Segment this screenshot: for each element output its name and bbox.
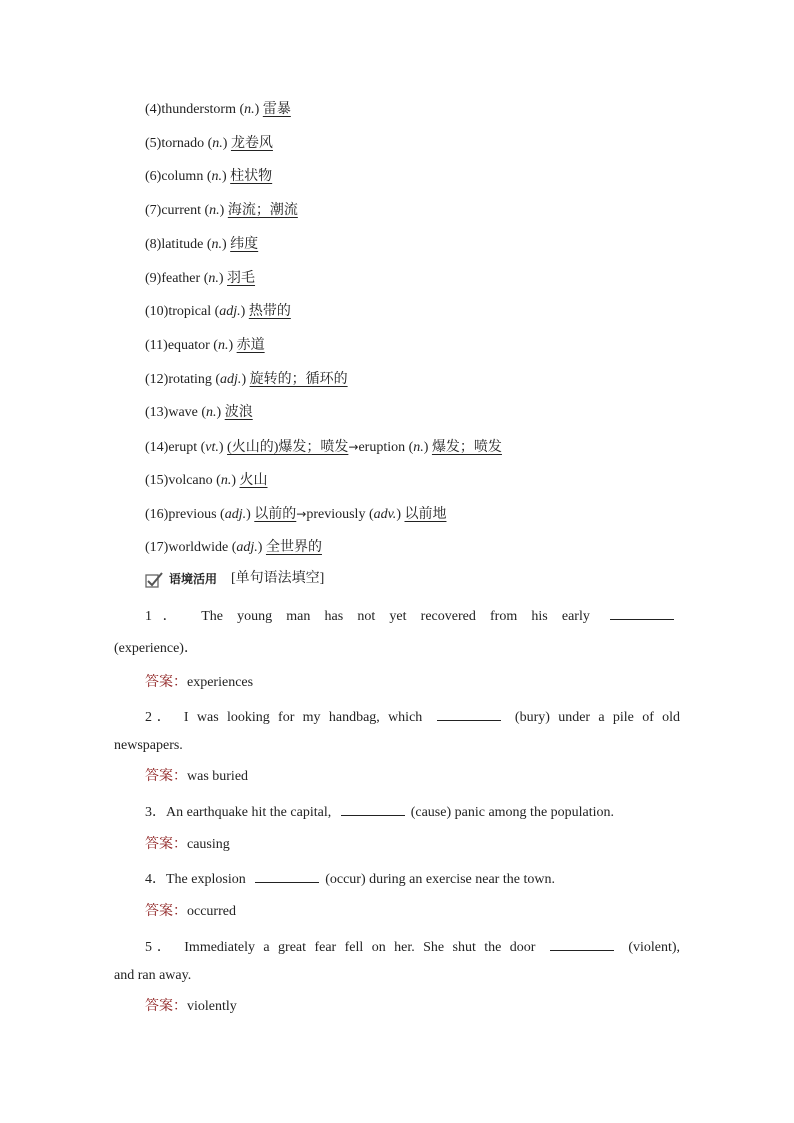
- vocab-word: feather: [161, 271, 201, 286]
- vocab-item: (17)worldwide (adj.) 全世界的: [145, 540, 322, 555]
- vocab-item: (5)tornado (n.) 龙卷风: [145, 136, 273, 151]
- section-subtitle: [单句语法填空]: [231, 571, 325, 586]
- vocab-pos: n.: [209, 203, 220, 218]
- vocab-word: wave: [168, 405, 198, 420]
- arrow-icon: →: [296, 507, 307, 521]
- vocab-word: volcano: [168, 473, 213, 488]
- vocab-meaning: 柱状物: [230, 169, 273, 184]
- vocab-pos: adj.: [224, 507, 247, 522]
- vocab-derived-meaning: 以前地: [404, 507, 447, 522]
- vocab-number: (7): [145, 203, 162, 218]
- vocab-pos: vt.: [205, 440, 219, 455]
- vocab-number: (14): [145, 440, 169, 455]
- vocab-word: tornado: [161, 136, 205, 151]
- answer-label: 答案：: [145, 999, 187, 1014]
- question-text-after: (occur) during an exercise near the town.: [325, 872, 555, 887]
- vocab-derived-word: previously: [306, 507, 366, 522]
- answer-text: occurred: [187, 904, 236, 919]
- question-1-continuation: (experience)．: [114, 641, 198, 656]
- vocab-pos: n.: [206, 405, 217, 420]
- vocab-word: equator: [167, 338, 210, 353]
- answer-label: 答案：: [145, 837, 187, 852]
- vocab-meaning: 波浪: [224, 405, 253, 420]
- vocab-pos: n.: [211, 169, 222, 184]
- vocab-pos: adj.: [236, 540, 258, 555]
- vocab-meaning: 热带的: [248, 304, 291, 319]
- answer-label: 答案：: [145, 675, 187, 690]
- question-number: 5．: [145, 940, 176, 955]
- arrow-icon: →: [348, 440, 359, 454]
- question-text: The explosion: [166, 872, 246, 887]
- vocab-number: (5): [145, 136, 162, 151]
- vocab-derived-pos: n.: [413, 440, 424, 455]
- vocab-derived-word: eruption: [358, 440, 406, 455]
- answer-label: 答案：: [145, 769, 187, 784]
- vocab-derived-meaning: 爆发；喷发: [431, 440, 502, 455]
- vocab-meaning: (火山的)爆发；喷发: [227, 440, 349, 455]
- question-number: 2．: [145, 710, 176, 725]
- vocab-word: previous: [168, 507, 217, 522]
- section-header: [145, 568, 324, 590]
- question-1: [145, 605, 680, 627]
- vocab-item: (10)tropical (adj.) 热带的: [145, 304, 291, 319]
- answer-blank: [610, 605, 674, 620]
- vocab-pos: adj.: [220, 372, 242, 387]
- question-text: Immediately a great fear fell on her. She shut the door: [184, 940, 536, 955]
- vocab-meaning: 羽毛: [227, 271, 256, 286]
- section-title: 语境活用: [169, 572, 218, 586]
- answer-4: [145, 902, 236, 922]
- answer-3: [145, 835, 230, 855]
- vocab-item: (7)current (n.) 海流；潮流: [145, 203, 298, 218]
- vocab-word: thunderstorm: [161, 102, 236, 117]
- vocab-pos: adj.: [219, 304, 241, 319]
- vocab-meaning: 纬度: [230, 237, 259, 252]
- vocab-meaning: 全世界的: [265, 540, 322, 555]
- vocab-item: (9)feather (n.) 羽毛: [145, 271, 256, 286]
- vocab-item: (13)wave (n.) 波浪: [145, 405, 253, 420]
- answer-1: [145, 673, 253, 693]
- question-2-continuation: newspapers.: [114, 738, 183, 753]
- vocab-pos: n.: [220, 473, 232, 488]
- vocab-meaning: 赤道: [236, 338, 265, 353]
- vocab-word: current: [161, 203, 201, 218]
- answer-5: [145, 997, 237, 1017]
- vocab-number: (17): [145, 540, 169, 555]
- vocab-pos: n.: [217, 338, 229, 353]
- question-3: [145, 801, 614, 823]
- question-number: 3．: [145, 805, 166, 820]
- question-text: I was looking for my handbag, which: [183, 710, 423, 725]
- answer-text: was buried: [187, 769, 249, 784]
- vocab-meaning: 雷暴: [262, 102, 291, 117]
- answer-text: violently: [187, 999, 237, 1014]
- question-5: [145, 936, 680, 958]
- answer-blank: [550, 936, 614, 951]
- answer-2: [145, 767, 248, 787]
- vocab-number: (9): [145, 271, 162, 286]
- vocab-item: (16)previous (adj.) 以前的→previously (adv.) 以前地: [145, 507, 447, 522]
- vocab-item: (8)latitude (n.) 纬度: [145, 237, 259, 252]
- vocab-pos: n.: [212, 136, 223, 151]
- vocab-item: (11)equator (n.) 赤道: [145, 338, 265, 353]
- vocab-number: (6): [145, 169, 162, 184]
- vocab-meaning: 火山: [239, 473, 268, 488]
- vocab-number: (13): [145, 405, 169, 420]
- vocab-word: rotating: [168, 372, 212, 387]
- vocab-word: latitude: [161, 237, 204, 252]
- question-4: [145, 868, 555, 890]
- vocab-meaning: 旋转的；循环的: [249, 372, 348, 387]
- vocab-word: column: [161, 169, 204, 184]
- question-2: [145, 706, 680, 728]
- vocab-number: (16): [145, 507, 169, 522]
- vocab-meaning: 以前的: [254, 507, 297, 522]
- vocab-word: tropical: [168, 304, 212, 319]
- question-text-after: (violent),: [628, 940, 681, 955]
- vocab-number: (11): [145, 338, 168, 353]
- answer-text: experiences: [187, 675, 254, 690]
- question-number: 1．: [145, 609, 188, 624]
- vocab-number: (4): [145, 102, 162, 117]
- vocab-item: (14)erupt (vt.) (火山的)爆发；喷发→eruption (n.) 爆发；喷发: [145, 440, 502, 455]
- vocab-item: (15)volcano (n.) 火山: [145, 473, 268, 488]
- vocab-word: erupt: [168, 440, 198, 455]
- vocab-item: (12)rotating (adj.) 旋转的；循环的: [145, 372, 348, 387]
- question-5-continuation: and ran away.: [114, 968, 192, 983]
- checkmark-icon: [145, 572, 163, 588]
- answer-label: 答案：: [145, 904, 187, 919]
- question-text: The young man has not yet recovered from his early: [201, 609, 590, 624]
- vocab-number: (15): [145, 473, 169, 488]
- vocab-item: (6)column (n.) 柱状物: [145, 169, 273, 184]
- vocab-pos: n.: [208, 271, 219, 286]
- vocab-number: (12): [145, 372, 169, 387]
- vocab-pos: n.: [244, 102, 255, 117]
- answer-blank: [341, 801, 405, 816]
- answer-text: causing: [187, 837, 230, 852]
- vocab-word: worldwide: [168, 540, 229, 555]
- vocab-number: (10): [145, 304, 169, 319]
- vocab-derived-pos: adv.: [373, 507, 397, 522]
- question-text: An earthquake hit the capital,: [166, 805, 332, 820]
- question-text-after: (cause) panic among the population.: [410, 805, 615, 820]
- vocab-pos: n.: [211, 237, 222, 252]
- question-number: 4．: [145, 872, 166, 887]
- question-text-after: (bury) under a pile of old: [514, 710, 681, 725]
- vocab-meaning: 龙卷风: [230, 136, 273, 151]
- answer-blank: [437, 706, 501, 721]
- vocab-item: (4)thunderstorm (n.) 雷暴: [145, 102, 291, 117]
- vocab-meaning: 海流；潮流: [227, 203, 298, 218]
- answer-blank: [255, 868, 319, 883]
- vocab-number: (8): [145, 237, 162, 252]
